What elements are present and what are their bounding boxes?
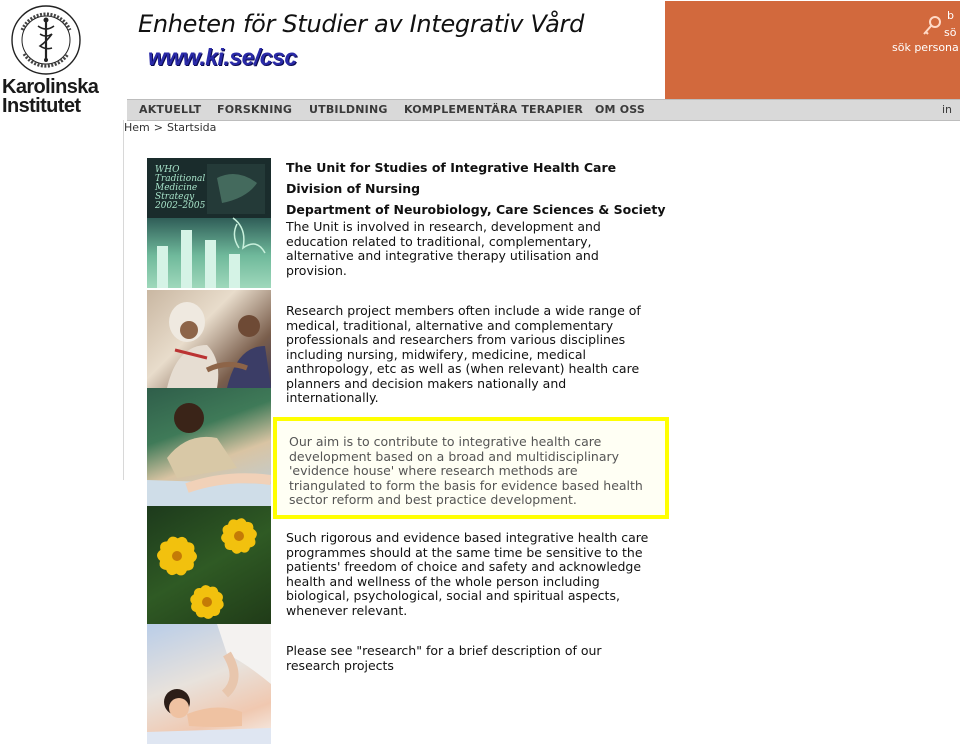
logo-name-line-2: Institutet [2, 95, 81, 117]
panel-link-so[interactable]: sö [944, 26, 957, 39]
nav-item-om-oss[interactable]: OM OSS [595, 103, 646, 116]
nav-language-link[interactable]: in [942, 103, 953, 116]
nav-item-komplementara-terapier[interactable]: KOMPLEMENTÄRA TERAPIER [404, 103, 584, 116]
panel-link-b[interactable]: b [947, 9, 954, 22]
nav-item-utbildning[interactable]: UTBILDNING [309, 103, 388, 116]
nav-item-forskning[interactable]: FORSKNING [217, 103, 293, 116]
flowers-illustration [147, 506, 271, 624]
breadcrumb-separator: > [153, 121, 163, 134]
book-cover-illustration [147, 158, 271, 288]
photo-column [147, 158, 271, 744]
treatment-illustration [147, 388, 271, 506]
healers-illustration [147, 290, 271, 388]
search-person-link[interactable]: sök persona [892, 41, 959, 54]
header-search-panel [665, 1, 960, 99]
infant-massage-photo [147, 624, 271, 744]
treatment-photo [147, 388, 271, 506]
breadcrumb-current: Startsida [166, 121, 217, 134]
site-title: Enheten för Studier av Integrativ Vård [138, 10, 585, 38]
highlighted-aim-box [273, 417, 669, 519]
left-divider [123, 120, 124, 480]
logo-name-line-1: Karolinska [2, 76, 99, 98]
nav-item-aktuellt[interactable]: AKTUELLT [139, 103, 202, 116]
search-key-icon[interactable] [921, 15, 943, 37]
department-heading: Department of Neurobiology, Care Sciences & Society [286, 202, 666, 217]
project-members-paragraph: Research project members often include a wide range of medical, traditional, alternative and complementary professionals and researchers from various disciplines including nursing, midwifery, medicine, medical anthropology, etc as well as (when relevant) health care planners and decision makers nationally and internationally. [286, 303, 641, 405]
yellow-flowers-photo [147, 506, 271, 624]
healers-photo [147, 290, 271, 388]
svg-text:WHOTraditionalMedicineStrategy: WHO Traditional Medicine Strategy 2002–2005 [155, 165, 206, 211]
research-reference-paragraph: Please see "research" for a brief description of our research projects [286, 643, 602, 673]
breadcrumb-home-link[interactable]: Hem [124, 121, 150, 134]
unit-description-paragraph: The Unit is involved in research, development and education related to traditional, complementary, alternative and integrative therapy utilisation and provision. [286, 219, 601, 278]
who-strategy-book-image [147, 158, 271, 288]
logo-wordmark [2, 78, 98, 116]
karolinska-logo[interactable] [0, 0, 100, 120]
infant-illustration [147, 624, 271, 744]
division-heading: Division of Nursing [286, 181, 421, 196]
site-url-link[interactable]: www.ki.se/csc [148, 44, 297, 70]
intro-headings [286, 157, 666, 220]
main-nav [127, 99, 960, 121]
evidence-based-paragraph: Such rigorous and evidence based integrative health care programmes should at the same time be sensitive to the patients' freedom of choice and safety and acknowledge health and wellness of the whole person including biological, psychological, social and spiritual aspects, whenever relevant. [286, 530, 649, 618]
karolinska-seal-icon [10, 4, 82, 76]
unit-heading: The Unit for Studies of Integrative Health Care [286, 160, 617, 175]
aim-paragraph: Our aim is to contribute to integrative health care development based on a broad and multidisciplinary 'evidence house' where research methods are triangulated to form the basis for evidence based health sector reform and best practice development. [289, 434, 643, 507]
breadcrumb [124, 121, 216, 134]
